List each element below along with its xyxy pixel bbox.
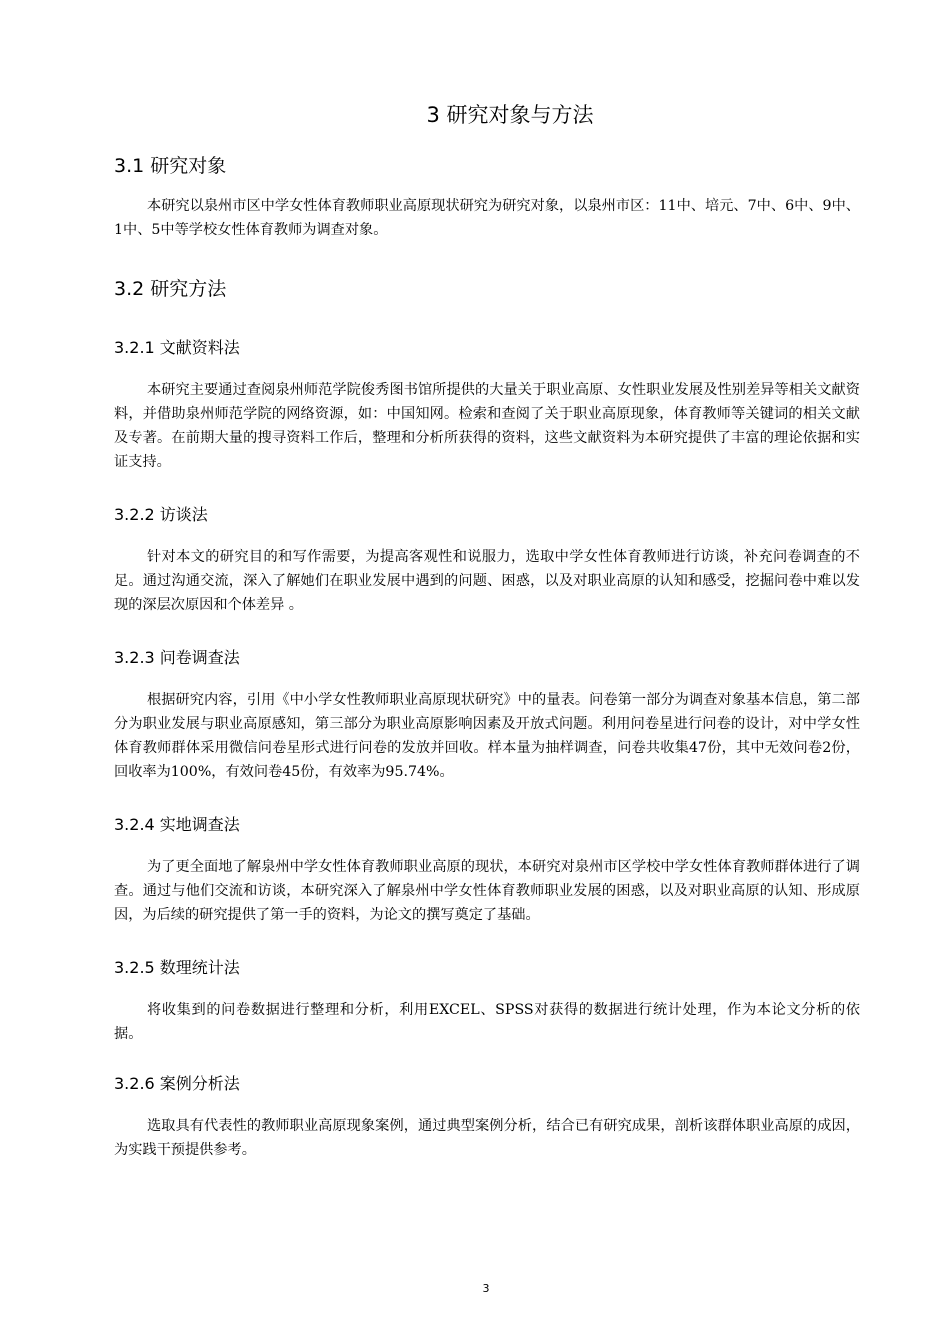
section-heading-3-2: 3.2 研究方法	[114, 278, 227, 300]
section-3-2-2-paragraph: 针对本文的研究目的和写作需要，为提高客观性和说服力，选取中学女性体育教师进行访谈，补充问卷调查的不足。通过沟通交流，深入了解她们在职业发展中遇到的问题、困惑，以及对职业高原的认知和感受，挖掘问卷中难以发现的深层次原因和个体差异 。	[114, 549, 860, 613]
section-3-2-4-paragraph: 为了更全面地了解泉州中学女性体育教师职业高原的现状，本研究对泉州市区学校中学女性体育教师群体进行了调查。通过与他们交流和访谈，本研究深入了解泉州中学女性体育教师职业发展的困惑，以及对职业高原的认知、形成原因，为后续的研究提供了第一手的资料，为论文的撰写奠定了基础。	[114, 859, 860, 923]
section-3-2-5-paragraph: 将收集到的问卷数据进行整理和分析，利用EXCEL、SPSS对获得的数据进行统计处理，作为本论文分析的依据。	[114, 1002, 860, 1042]
chapter-title: 3 研究对象与方法	[426, 103, 594, 127]
section-3-2-3-paragraph: 根据研究内容，引用《中小学女性教师职业高原现状研究》中的量表。问卷第一部分为调查对象基本信息，第二部分为职业发展与职业高原感知，第三部分为职业高原影响因素及开放式问题。利用问卷星进行问卷的设计，对中学女性体育教师群体采用微信问卷星形式进行问卷的发放并回收。样本量为抽样调查，问卷共收集47份，其中无效问卷2份，回收率为100%，有效问卷45份，有效率为95.74%。	[114, 692, 860, 780]
section-heading-3-2-1: 3.2.1 文献资料法	[114, 338, 240, 357]
section-heading-3-2-5: 3.2.5 数理统计法	[114, 958, 240, 977]
section-3-1-paragraph: 本研究以泉州市区中学女性体育教师职业高原现状研究为研究对象，以泉州市区：11中、培元、7中、6中、9中、1中、5中等学校女性体育教师为调查对象。	[114, 198, 860, 238]
section-heading-3-2-2: 3.2.2 访谈法	[114, 505, 208, 524]
section-heading-3-2-3: 3.2.3 问卷调查法	[114, 648, 240, 667]
section-3-2-6-paragraph: 选取具有代表性的教师职业高原现象案例，通过典型案例分析，结合已有研究成果，剖析该群体职业高原的成因，为实践干预提供参考。	[114, 1118, 860, 1158]
page-number: 3	[482, 1282, 490, 1295]
section-heading-3-1: 3.1 研究对象	[114, 155, 227, 177]
section-3-2-1-paragraph: 本研究主要通过查阅泉州师范学院俊秀图书馆所提供的大量关于职业高原、女性职业发展及性别差异等相关文献资料，并借助泉州师范学院的网络资源，如：中国知网。检索和查阅了关于职业高原现象，体育教师等关键词的相关文献及专著。在前期大量的搜寻资料工作后，整理和分析所获得的资料，这些文献资料为本研究提供了丰富的理论依据和实证支持。	[114, 382, 860, 470]
section-heading-3-2-4: 3.2.4 实地调查法	[114, 815, 240, 834]
section-heading-3-2-6: 3.2.6 案例分析法	[114, 1074, 240, 1093]
